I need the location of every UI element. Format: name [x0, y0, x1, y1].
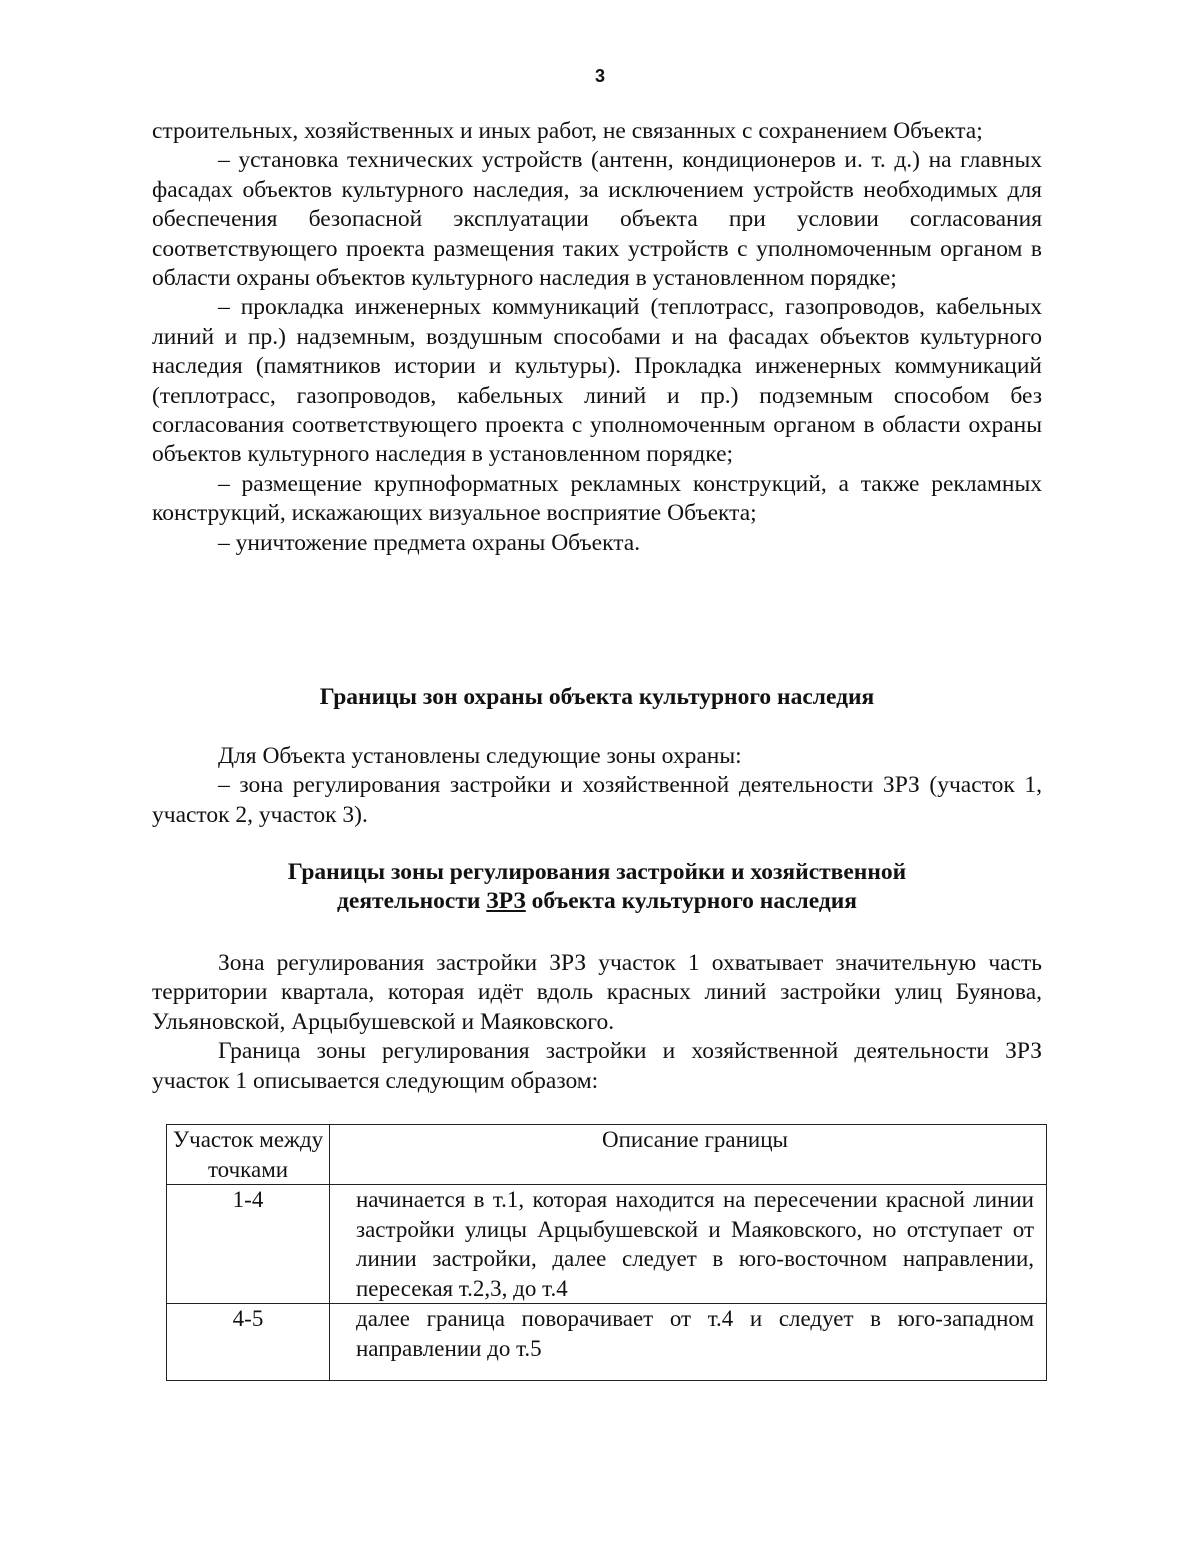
header-section: Участок между точками — [167, 1125, 330, 1185]
paragraph: Зона регулирования застройки ЗРЗ участок 1 охватывает значительную часть территории квартала, которая идёт вдоль красных линий застройки улиц Буянова, Ульяновской, Арцыбушевской и Маяковского. — [152, 950, 1042, 1035]
header-description: Описание границы — [330, 1125, 1047, 1185]
cell-section: 1-4 — [167, 1185, 330, 1304]
zones-intro — [152, 742, 1042, 830]
heading-line-2 — [152, 887, 1042, 916]
zrz-description — [152, 949, 1042, 1096]
list-item: – прокладка инженерных коммуникаций (теплотрасс, газопроводов, кабельных линий и пр.) надземным, воздушным способами и на фасадах объектов культурного наследия (памятников истории и культуры). Прокладка инженерных коммуникаций (теплотрасс, газопроводов, кабельных линий и пр.) подземным способом без согласования соответствующего проекта с уполномоченным органом в области охраны объектов культурного наследия в установленном порядке; — [152, 294, 1042, 468]
heading-line-1: Границы зоны регулирования застройки и хозяйственной — [287, 859, 907, 885]
list-item: – установка технических устройств (антенн, кондиционеров и. т. д.) на главных фасадах объектов культурного наследия, за исключением устройств необходимых для обеспечения безопасной эксплуатации объекта при условии согласования соответствующего проекта размещения таких устройств с уполномоченным органом в области охраны объектов культурного наследия в установленном порядке; — [152, 147, 1042, 292]
heading-text: объекта культурного наследия — [531, 888, 857, 915]
paragraph: Для Объекта установлены следующие зоны охраны: — [218, 743, 742, 769]
heading-underlined-abbr: ЗРЗ — [486, 888, 526, 915]
section-heading-zones: Границы зон охраны объекта культурного наследия — [319, 684, 875, 710]
table-row — [167, 1185, 1047, 1304]
table-row — [167, 1304, 1047, 1381]
list-item: – зона регулирования застройки и хозяйственной деятельности ЗРЗ (участок 1, участок 2, участок 3). — [152, 772, 1042, 828]
table-header-row — [167, 1125, 1047, 1185]
cell-section: 4-5 — [167, 1304, 330, 1381]
list-item: – уничтожение предмета охраны Объекта. — [218, 529, 641, 556]
list-item: – размещение крупноформатных рекламных конструкций, а также рекламных конструкций, искажающих визуальное восприятие Объекта; — [152, 470, 1042, 527]
paragraph: строительных, хозяйственных и иных работ, не связанных с сохранением Объекта; — [152, 118, 983, 144]
cell-description: начинается в т.1, которая находится на пересечении красной линии застройки улицы Арцыбушевской и Маяковского, но отступает от линии застройки, далее следует в юго-восточном направлении, пересекая т.2,3, до т.4 — [330, 1185, 1047, 1304]
heading-text: деятельности — [337, 888, 481, 915]
paragraph: Граница зоны регулирования застройки и хозяйственной деятельности ЗРЗ участок 1 описывается следующим образом: — [152, 1038, 1042, 1094]
cell-description: далее граница поворачивает от т.4 и следует в юго-западном направлении до т.5 — [330, 1304, 1047, 1381]
section-heading-zrz — [152, 858, 1042, 917]
restrictions-list — [152, 117, 1042, 558]
boundary-table — [166, 1124, 1047, 1381]
page-number: 3 — [594, 66, 605, 86]
